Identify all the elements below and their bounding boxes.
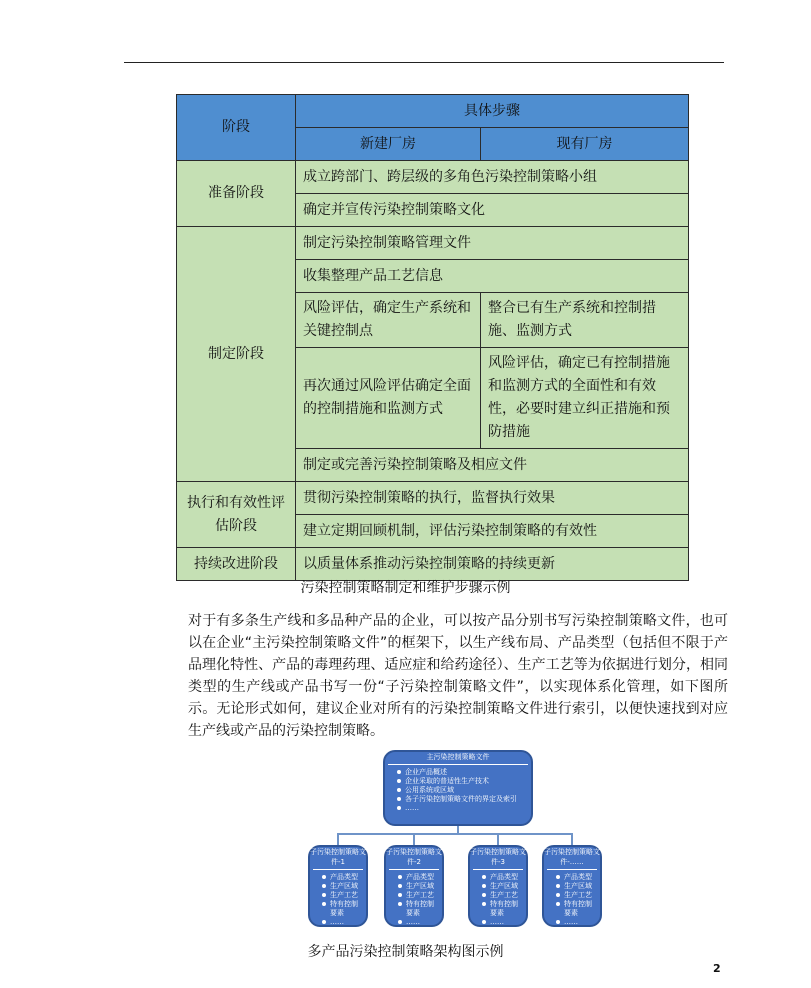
step-cell: 制定污染控制策略管理文件	[296, 227, 689, 260]
sub-strategy-box-3	[468, 845, 528, 927]
header-stage: 阶段	[177, 95, 296, 161]
sub-box-item: 产品类型	[554, 873, 594, 882]
page-number: 2	[713, 962, 721, 975]
header-rule	[124, 62, 724, 63]
stage-exec: 执行和有效性评估阶段	[177, 482, 296, 548]
table-caption: 污染控制策略制定和维护步骤示例	[300, 580, 511, 596]
box-divider	[473, 869, 523, 870]
step-cell: 制定或完善污染控制策略及相应文件	[296, 449, 689, 482]
stage-formulate: 制定阶段	[177, 227, 296, 482]
sub-box-item: 特有控制要素	[480, 900, 520, 918]
header-steps: 具体步骤	[296, 95, 689, 128]
step-cell: 确定并宣传污染控制策略文化	[296, 194, 689, 227]
sub-box-item: ……	[554, 918, 594, 927]
sub-strategy-box-2	[384, 845, 444, 927]
connector-line	[413, 833, 415, 845]
main-box-item: 企业采取的普适性生产技术	[395, 777, 525, 786]
box-divider	[547, 869, 597, 870]
main-box-item: ……	[395, 804, 525, 813]
sub-box-item: 生产区域	[320, 882, 360, 891]
main-box-item: 企业产品概述	[395, 768, 525, 777]
step-cell-new: 再次通过风险评估确定全面的控制措施和监测方式	[296, 348, 481, 449]
main-box-item: 各子污染控制策略文件的界定及索引	[395, 795, 525, 804]
step-cell: 收集整理产品工艺信息	[296, 260, 689, 293]
step-cell-new: 风险评估，确定生产系统和关键控制点	[296, 293, 481, 348]
sub-box-item: 特有控制要素	[396, 900, 436, 918]
sub-box-item: ……	[480, 918, 520, 927]
steps-table	[176, 94, 689, 581]
sub-box-title: 子污染控制策略文件-3	[470, 848, 526, 866]
step-cell-existing: 整合已有生产系统和控制措施、监测方式	[481, 293, 689, 348]
sub-box-item: 特有控制要素	[320, 900, 360, 918]
main-box-title: 主污染控制策略文件	[426, 753, 490, 761]
sub-box-item: ……	[320, 918, 360, 927]
sub-box-item: 生产工艺	[320, 891, 360, 900]
step-cell: 成立跨部门、跨层级的多角色污染控制策略小组	[296, 161, 689, 194]
sub-strategy-box-1	[308, 845, 368, 927]
main-box-item: 公用系统或区域	[395, 786, 525, 795]
box-divider	[389, 869, 439, 870]
connector-line	[337, 833, 339, 845]
connector-line	[337, 833, 573, 835]
sub-box-title: 子污染控制策略文件-2	[386, 848, 442, 866]
sub-box-item: 产品类型	[480, 873, 520, 882]
sub-box-item: 生产区域	[554, 882, 594, 891]
header-existing-plant: 现有厂房	[481, 128, 689, 161]
sub-box-item: 特有控制要素	[554, 900, 594, 918]
sub-box-title: 子污染控制策略文件-……	[544, 848, 600, 866]
box-divider	[388, 764, 528, 765]
connector-line	[497, 833, 499, 845]
step-cell: 建立定期回顾机制，评估污染控制策略的有效性	[296, 515, 689, 548]
sub-box-item: 生产区域	[396, 882, 436, 891]
step-cell: 以质量体系推动污染控制策略的持续更新	[296, 548, 689, 581]
stage-improve: 持续改进阶段	[177, 548, 296, 581]
sub-box-item: 生产工艺	[554, 891, 594, 900]
box-divider	[313, 869, 363, 870]
step-cell: 贯彻污染控制策略的执行，监督执行效果	[296, 482, 689, 515]
diagram-caption: 多产品污染控制策略架构图示例	[307, 944, 504, 960]
sub-box-item: 生产工艺	[396, 891, 436, 900]
sub-box-item: 生产区域	[480, 882, 520, 891]
sub-box-item: ……	[396, 918, 436, 927]
body-paragraph: 对于有多条生产线和多品种产品的企业，可以按产品分别书写污染控制策略文件，也可以在企业“主污染控制策略文件”的框架下，以生产线布局、产品类型（包括但不限于产品理化特性、产品的毒理药理、适应症和给药途径）、生产工艺等为依据进行划分，相同类型的生产线或产品书写一份“子污染控制策略文件”，以实现体系化管理，如下图所示。无论形式如何，建议企业对所有的污染控制策略文件进行索引，以便快速找到对应生产线或产品的污染控制策略。	[188, 613, 728, 739]
step-cell-existing: 风险评估，确定已有控制措施和监测方式的全面性和有效性，必要时建立纠正措施和预防措施	[481, 348, 689, 449]
sub-strategy-box-4	[542, 845, 602, 927]
sub-box-item: 生产工艺	[480, 891, 520, 900]
sub-box-title: 子污染控制策略文件-1	[310, 848, 366, 866]
connector-line	[571, 833, 573, 845]
stage-prep: 准备阶段	[177, 161, 296, 227]
sub-box-item: 产品类型	[396, 873, 436, 882]
main-strategy-box	[383, 750, 533, 826]
sub-box-item: 产品类型	[320, 873, 360, 882]
header-new-plant: 新建厂房	[296, 128, 481, 161]
